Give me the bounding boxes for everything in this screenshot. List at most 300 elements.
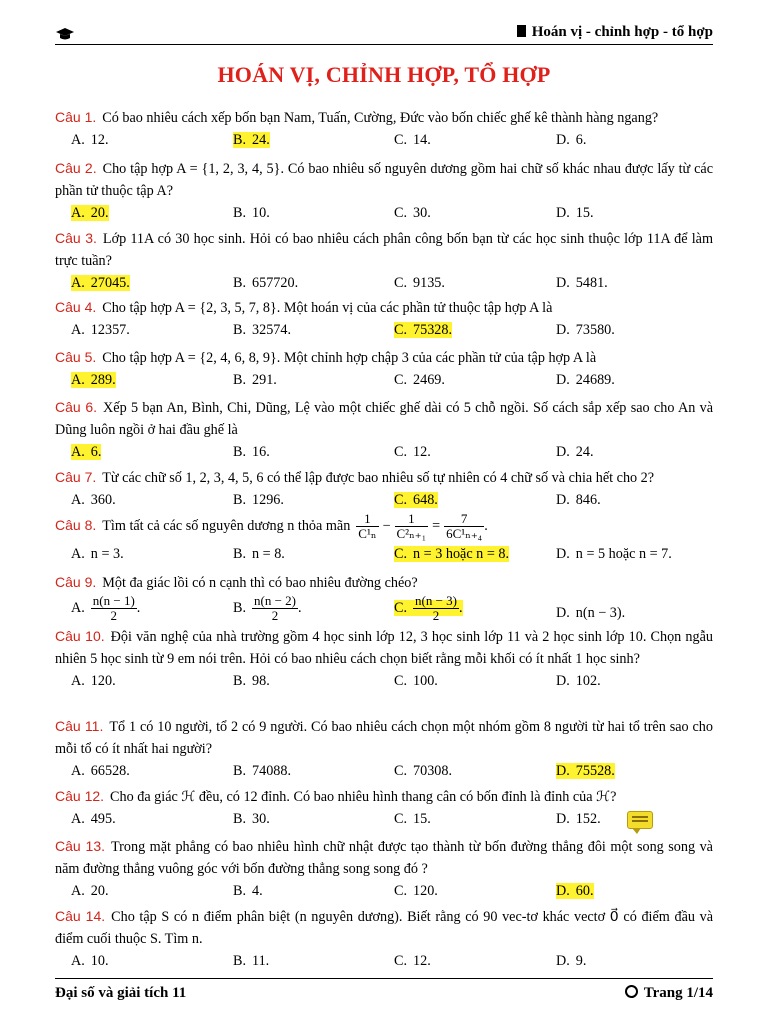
- option-d[interactable]: [556, 808, 601, 830]
- option-value: 152.: [575, 811, 601, 827]
- option-c[interactable]: [394, 880, 438, 902]
- option-a[interactable]: [71, 594, 140, 623]
- option-value: 120.: [413, 883, 438, 899]
- option-content: [233, 883, 263, 899]
- question-text: [55, 508, 713, 543]
- option-key: C.: [394, 673, 408, 689]
- question-body: Tổ 1 có 10 người, tổ 2 có 9 người. Có bao nhiêu cách chọn một nhóm gồm 8 người từ hai tổ trên sao cho mỗi tổ có ít nhất hai người?: [55, 719, 713, 757]
- option-content: [556, 132, 586, 148]
- option-value: 30.: [413, 205, 431, 221]
- option-value: 648.: [413, 492, 438, 508]
- option-a[interactable]: [71, 319, 130, 341]
- option-content: [71, 546, 124, 562]
- fraction: [91, 594, 137, 623]
- option-key: B.: [233, 322, 247, 338]
- option-content: [233, 322, 291, 338]
- option-value: n = 3 hoặc n = 8.: [413, 546, 510, 562]
- question-body: Lớp 11A có 30 học sinh. Hỏi có bao nhiêu cách phân công bốn bạn từ các học sinh thuộc lớp 11A để làm trực tuần?: [55, 231, 714, 269]
- question-label: Câu 7.: [55, 469, 97, 485]
- question-1: [55, 106, 713, 149]
- option-content: [233, 546, 285, 562]
- question-label: Câu 2.: [55, 160, 97, 176]
- option-value: 10.: [90, 953, 109, 969]
- option-c[interactable]: [394, 808, 431, 830]
- denominator: 6C¹ₙ₊₄: [446, 526, 483, 542]
- option-key: B.: [233, 132, 247, 148]
- question-5: [55, 346, 713, 389]
- option-value: 74088.: [252, 763, 292, 779]
- option-value: 9.: [575, 953, 587, 969]
- option-value: n = 3.: [90, 546, 124, 562]
- option-content: [71, 811, 116, 827]
- option-value: 12357.: [90, 322, 130, 338]
- answer-options: [55, 594, 713, 628]
- question-text: [55, 106, 713, 129]
- option-content: [556, 322, 615, 338]
- highlighted-answer: [394, 546, 509, 562]
- option-value: 98.: [252, 673, 270, 689]
- option-content: [394, 763, 452, 779]
- denominator: 2: [271, 608, 279, 623]
- option-content: [394, 883, 438, 899]
- highlighted-answer: [71, 205, 109, 221]
- question-label: Câu 13.: [55, 838, 105, 854]
- option-value: 15.: [413, 811, 431, 827]
- question-label: Câu 4.: [55, 299, 97, 315]
- option-value: 4.: [252, 883, 263, 899]
- option-key: A.: [71, 275, 85, 291]
- question-body: Tìm tất cả các số nguyên dương n thỏa mãn: [102, 518, 351, 534]
- highlighted-answer: [71, 444, 101, 460]
- option-a[interactable]: [71, 129, 109, 151]
- option-key: A.: [71, 132, 85, 148]
- question-text: [55, 715, 713, 760]
- option-value: 15.: [575, 205, 594, 221]
- option-key: D.: [556, 763, 570, 779]
- denominator: 2: [110, 608, 118, 623]
- option-key: A.: [71, 322, 85, 338]
- option-content: [233, 763, 291, 779]
- page-title: HOÁN VỊ, CHỈNH HỢP, TỔ HỢP: [217, 62, 551, 87]
- highlighted-answer: [394, 492, 438, 508]
- option-a[interactable]: [71, 369, 116, 391]
- highlighted-answer: [394, 593, 463, 623]
- document-icon: [517, 25, 526, 37]
- question-text: [55, 785, 713, 808]
- option-value: 60.: [575, 883, 594, 899]
- highlighted-answer: [233, 132, 270, 148]
- option-d[interactable]: [556, 369, 615, 391]
- question-label: Câu 1.: [55, 109, 97, 125]
- period: .: [136, 599, 141, 616]
- option-value: n(n − 3).: [575, 605, 626, 621]
- option-value: 27045.: [90, 275, 130, 291]
- question-6: [55, 396, 713, 461]
- option-d[interactable]: [556, 670, 601, 692]
- option-key: D.: [556, 546, 570, 562]
- option-d[interactable]: [556, 319, 615, 341]
- question-text: [55, 905, 713, 950]
- equation: [356, 511, 488, 542]
- option-value: 16.: [252, 444, 270, 460]
- fraction: [252, 594, 298, 623]
- question-body: Có bao nhiêu cách xếp bốn bạn Nam, Tuấn, Cường, Đức vào bốn chiếc ghế kê thành hàng ngang?: [102, 110, 659, 126]
- option-content: [71, 132, 109, 148]
- option-d[interactable]: [556, 129, 586, 151]
- option-d[interactable]: [556, 543, 672, 565]
- question-9: [55, 571, 713, 628]
- option-d[interactable]: [556, 950, 586, 972]
- option-value: 73580.: [575, 322, 615, 338]
- question-body: Cho tập hợp A = {2, 4, 6, 8, 9}. Một chỉnh hợp chập 3 của các phần tử của tập hợp A là: [102, 350, 597, 366]
- option-a[interactable]: [71, 272, 130, 294]
- header-text: Hoán vị - chỉnh hợp - tổ hợp: [531, 24, 713, 40]
- option-value: 846.: [575, 492, 601, 508]
- highlighted-answer: [556, 883, 594, 899]
- highlighted-answer: [556, 763, 615, 779]
- numerator: n(n − 2): [254, 593, 297, 608]
- option-value: 24.: [252, 132, 270, 148]
- option-b[interactable]: [233, 319, 291, 341]
- highlighted-answer: [394, 322, 452, 338]
- question-7: [55, 466, 713, 509]
- option-key: D.: [556, 275, 570, 291]
- answer-options: [55, 319, 713, 339]
- option-content: [556, 444, 594, 460]
- option-key: C.: [394, 546, 408, 562]
- option-content: [71, 763, 130, 779]
- numerator: n(n − 3): [415, 593, 458, 608]
- option-b[interactable]: [233, 129, 270, 151]
- option-value: 24.: [575, 444, 594, 460]
- option-key: B.: [233, 205, 247, 221]
- option-content: [556, 372, 615, 388]
- option-key: D.: [556, 205, 570, 221]
- option-key: D.: [556, 444, 570, 460]
- option-a[interactable]: [71, 543, 124, 565]
- answer-options: [55, 272, 713, 292]
- question-body: Đội văn nghệ của nhà trường gồm 4 học sinh lớp 12, 3 học sinh lớp 11 và 2 học sinh lớp 10. Chọn ngẫu nhiên 5 học sinh từ 9 em nói trên. Hỏi có bao nhiêu cách chọn biết rằng mỗi khối có ít nhất 1 học sinh?: [55, 629, 713, 667]
- question-10: [55, 625, 713, 690]
- option-content: [71, 673, 116, 689]
- option-content: [71, 953, 109, 969]
- option-d[interactable]: [556, 880, 594, 902]
- option-a[interactable]: [71, 670, 116, 692]
- question-3: [55, 227, 713, 292]
- option-c[interactable]: [394, 760, 452, 782]
- option-content: [556, 605, 625, 621]
- option-value: 5481.: [575, 275, 608, 291]
- option-key: D.: [556, 883, 570, 899]
- question-label: Câu 9.: [55, 574, 97, 590]
- page-header: [55, 24, 713, 45]
- numerator: 7: [444, 512, 484, 527]
- option-value: n = 5 hoặc n = 7.: [575, 546, 672, 562]
- question-12: [55, 785, 713, 828]
- option-content: [394, 205, 431, 221]
- option-content: [233, 372, 277, 388]
- option-b[interactable]: [233, 272, 298, 294]
- option-content: [394, 132, 431, 148]
- question-text: [55, 625, 713, 670]
- option-key: A.: [71, 599, 85, 616]
- option-value: 360.: [90, 492, 116, 508]
- question-2: [55, 157, 713, 222]
- option-content: [394, 673, 438, 689]
- option-content: [556, 811, 601, 827]
- option-key: A.: [71, 205, 85, 221]
- footer-page: [625, 985, 713, 1002]
- option-a[interactable]: [71, 441, 101, 463]
- option-content: [233, 593, 302, 623]
- question-body: Cho tập hợp A = {2, 3, 5, 7, 8}. Một hoán vị của các phần tử thuộc tập hợp A là: [102, 300, 553, 316]
- option-b[interactable]: [233, 760, 291, 782]
- option-b[interactable]: [233, 369, 277, 391]
- option-key: C.: [394, 811, 408, 827]
- question-text: [55, 296, 713, 319]
- question-body: Xếp 5 bạn An, Bình, Chi, Dũng, Lệ vào một chiếc ghế dài có 5 chỗ ngồi. Số cách sắp xếp sao cho An và Dũng luôn ngồi ở hai đầu ghế là: [55, 400, 713, 438]
- answer-options: [55, 808, 713, 828]
- option-key: B.: [233, 883, 247, 899]
- option-key: C.: [394, 763, 408, 779]
- option-c[interactable]: [394, 202, 431, 224]
- option-key: A.: [71, 372, 85, 388]
- option-value: 12.: [90, 132, 109, 148]
- option-key: B.: [233, 811, 247, 827]
- question-body: Từ các chữ số 1, 2, 3, 4, 5, 6 có thể lập được bao nhiêu số tự nhiên có 4 chữ số và chia hết cho 2?: [102, 470, 655, 486]
- footer-page-number: Trang 1/14: [643, 985, 713, 1001]
- option-value: 2469.: [413, 372, 445, 388]
- option-c[interactable]: [394, 319, 452, 341]
- option-value: 75528.: [575, 763, 615, 779]
- option-key: B.: [233, 546, 247, 562]
- question-4: [55, 296, 713, 339]
- option-value: 12.: [413, 953, 431, 969]
- option-b[interactable]: [233, 670, 270, 692]
- option-content: [233, 275, 298, 291]
- option-key: C.: [394, 132, 408, 148]
- option-value: 291.: [252, 372, 277, 388]
- option-value: 289.: [90, 372, 116, 388]
- option-c[interactable]: [394, 369, 445, 391]
- question-text: [55, 227, 713, 272]
- question-13: [55, 835, 713, 900]
- option-key: C.: [394, 599, 408, 616]
- numerator: n(n − 1): [92, 593, 135, 608]
- option-c[interactable]: [394, 950, 431, 972]
- question-label: Câu 10.: [55, 628, 105, 644]
- option-content: [556, 673, 601, 689]
- option-a[interactable]: [71, 202, 109, 224]
- option-a[interactable]: [71, 880, 109, 902]
- option-content: [233, 673, 270, 689]
- answer-options: [55, 760, 713, 780]
- option-content: [233, 205, 270, 221]
- option-key: B.: [233, 444, 247, 460]
- option-content: [556, 492, 601, 508]
- option-content: [71, 883, 109, 899]
- fraction: [356, 512, 378, 541]
- option-c[interactable]: [394, 594, 463, 623]
- answer-options: [55, 129, 713, 149]
- option-key: C.: [394, 883, 408, 899]
- option-key: A.: [71, 546, 85, 562]
- option-key: A.: [71, 811, 85, 827]
- option-key: D.: [556, 673, 570, 689]
- question-label: Câu 14.: [55, 908, 106, 924]
- option-value: 30.: [252, 811, 270, 827]
- question-text: [55, 157, 713, 202]
- option-d[interactable]: [556, 602, 625, 624]
- option-value: 9135.: [413, 275, 445, 291]
- question-body: Cho tập hợp A = {1, 2, 3, 4, 5}. Có bao nhiêu số nguyên dương gồm hai chữ số khác nhau được lấy từ các phần tử thuộc tập A?: [55, 161, 714, 199]
- option-d[interactable]: [556, 441, 594, 463]
- option-content: [233, 444, 270, 460]
- question-label: Câu 11.: [55, 718, 104, 734]
- question-body: Cho tập S có n điểm phân biệt (n nguyên dương). Biết rằng có 90 vec-tơ khác vectơ 0⃗ có điểm đầu và điểm cuối thuộc S. Tìm n.: [55, 909, 713, 947]
- option-a[interactable]: [71, 950, 109, 972]
- option-b[interactable]: [233, 441, 270, 463]
- option-value: 24689.: [575, 372, 615, 388]
- option-key: D.: [556, 953, 570, 969]
- option-b[interactable]: [233, 950, 269, 972]
- option-key: D.: [556, 811, 570, 827]
- answer-options: [55, 202, 713, 222]
- clock-icon: [625, 985, 638, 998]
- period: .: [484, 518, 488, 534]
- option-content: [556, 953, 586, 969]
- fraction: [413, 594, 459, 623]
- question-text: [55, 346, 713, 369]
- option-value: 66528.: [90, 763, 130, 779]
- option-key: B.: [233, 492, 247, 508]
- question-label: Câu 12.: [55, 788, 105, 804]
- option-key: B.: [233, 953, 247, 969]
- answer-options: [55, 950, 713, 970]
- option-key: A.: [71, 673, 85, 689]
- question-label: Câu 5.: [55, 349, 97, 365]
- option-content: [556, 205, 594, 221]
- question-body: Một đa giác lồi có n cạnh thì có bao nhiêu đường chéo?: [102, 575, 418, 591]
- option-value: 102.: [575, 673, 601, 689]
- option-value: 657720.: [252, 275, 299, 291]
- question-label: Câu 8.: [55, 517, 97, 533]
- option-value: 1296.: [252, 492, 284, 508]
- option-content: [394, 372, 445, 388]
- option-content: [71, 492, 116, 508]
- answer-options: [55, 489, 713, 509]
- option-value: 32574.: [252, 322, 292, 338]
- option-b[interactable]: [233, 808, 270, 830]
- question-11: [55, 715, 713, 780]
- option-a[interactable]: [71, 760, 130, 782]
- denominator: C²ₙ₊₁: [396, 526, 427, 542]
- option-content: [233, 953, 269, 969]
- option-key: C.: [394, 275, 408, 291]
- answer-options: [55, 670, 713, 690]
- option-value: 6.: [90, 444, 102, 460]
- question-body: Trong mặt phẳng có bao nhiêu hình chữ nhật được tạo thành từ bốn đường thẳng đôi một song song và năm đường thẳng vuông góc với bốn đường thẳng song song đó ?: [55, 839, 713, 877]
- option-content: [71, 593, 141, 623]
- graduation-cap-icon: [55, 26, 75, 42]
- option-key: C.: [394, 372, 408, 388]
- question-label: Câu 3.: [55, 230, 97, 246]
- option-d[interactable]: [556, 202, 594, 224]
- option-key: A.: [71, 444, 85, 460]
- option-c[interactable]: [394, 670, 438, 692]
- option-content: [394, 953, 431, 969]
- option-key: C.: [394, 444, 408, 460]
- option-content: [556, 275, 608, 291]
- operator: =: [432, 518, 441, 534]
- period: .: [298, 599, 302, 616]
- numerator: 1: [356, 512, 378, 527]
- option-key: A.: [71, 953, 85, 969]
- header-title: [517, 24, 713, 41]
- option-c[interactable]: [394, 441, 431, 463]
- option-key: A.: [71, 883, 85, 899]
- option-key: A.: [71, 492, 85, 508]
- option-key: C.: [394, 492, 408, 508]
- option-key: C.: [394, 953, 408, 969]
- option-c[interactable]: [394, 543, 509, 565]
- option-key: D.: [556, 372, 570, 388]
- option-d[interactable]: [556, 272, 608, 294]
- fraction: [444, 512, 484, 541]
- option-key: B.: [233, 372, 247, 388]
- period: .: [459, 599, 463, 616]
- option-key: C.: [394, 205, 408, 221]
- highlighted-answer: [71, 372, 116, 388]
- numerator: 1: [395, 512, 429, 527]
- question-text: [55, 571, 713, 594]
- option-a[interactable]: [71, 808, 116, 830]
- answer-options: [55, 369, 713, 389]
- option-value: 14.: [413, 132, 431, 148]
- option-value: n = 8.: [252, 546, 285, 562]
- answer-options: [55, 441, 713, 461]
- option-content: [394, 444, 431, 460]
- option-value: 20.: [90, 883, 109, 899]
- question-8: [55, 508, 713, 563]
- answer-options: [55, 880, 713, 900]
- option-content: [71, 322, 130, 338]
- footer-subject: Đại số và giải tích 11: [55, 985, 187, 1001]
- option-key: D.: [556, 492, 570, 508]
- operator: −: [382, 518, 391, 534]
- option-b[interactable]: [233, 202, 270, 224]
- option-value: 495.: [90, 811, 116, 827]
- option-c[interactable]: [394, 272, 445, 294]
- option-b[interactable]: [233, 880, 263, 902]
- option-c[interactable]: [394, 129, 431, 151]
- option-content: [394, 275, 445, 291]
- option-value: 75328.: [413, 322, 453, 338]
- page-footer: [55, 978, 713, 1009]
- option-key: B.: [233, 275, 247, 291]
- comment-icon[interactable]: [627, 811, 653, 829]
- question-body: Cho đa giác ℋ đều, có 12 đỉnh. Có bao nhiêu hình thang cân có bốn đỉnh là đỉnh của ℋ?: [110, 789, 617, 805]
- denominator: 2: [432, 608, 440, 623]
- option-d[interactable]: [556, 760, 615, 782]
- option-b[interactable]: [233, 594, 302, 623]
- option-value: 11.: [252, 953, 270, 969]
- option-b[interactable]: [233, 543, 285, 565]
- highlighted-answer: [71, 275, 130, 291]
- question-14: [55, 905, 713, 970]
- option-value: 20.: [90, 205, 109, 221]
- question-label: Câu 6.: [55, 399, 98, 415]
